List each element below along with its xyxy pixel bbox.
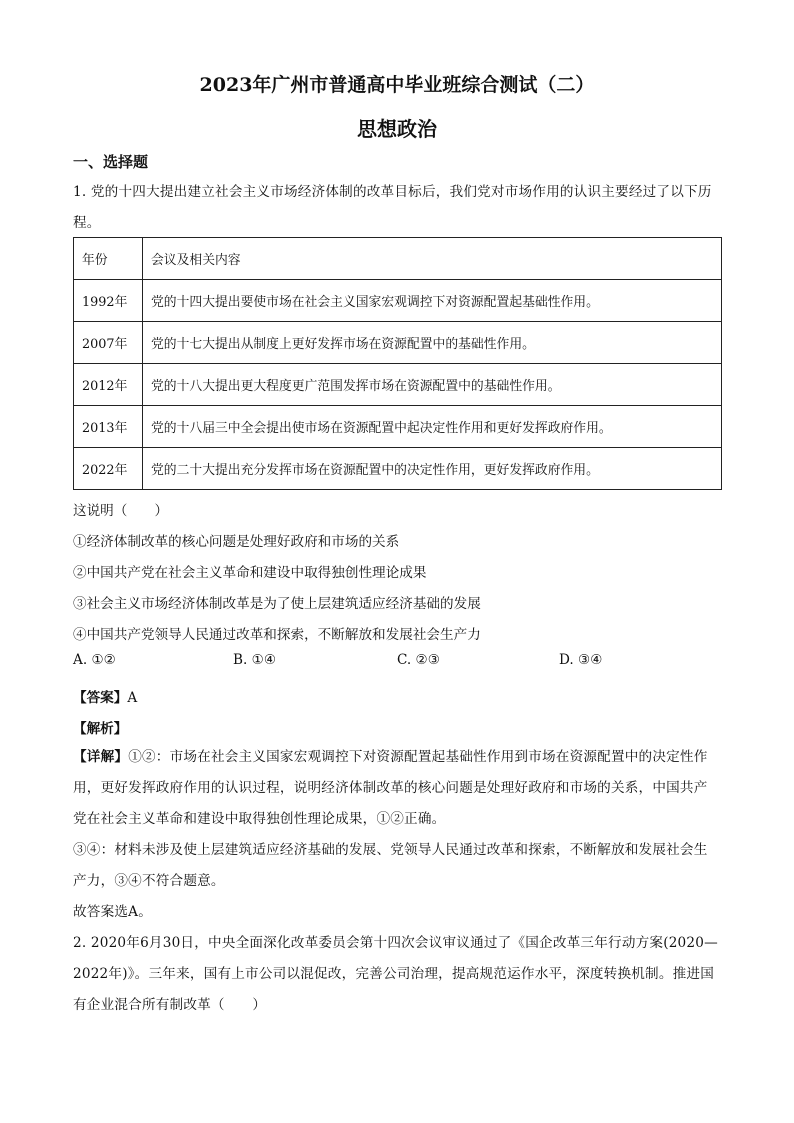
table-cell-year: 2012年 bbox=[74, 364, 143, 406]
table-cell-year: 2007年 bbox=[74, 322, 143, 364]
statement-3: ③社会主义市场经济体制改革是为了使上层建筑适应经济基础的发展 bbox=[73, 596, 481, 612]
stem-line: 程。 bbox=[73, 215, 101, 231]
table-row bbox=[74, 322, 722, 364]
analysis-label: 【解析】 bbox=[73, 721, 128, 737]
table-cell-year: 1992年 bbox=[74, 280, 143, 322]
detail-text: ①②：市场在社会主义国家宏观调控下对资源配置起基础性作用到市场在资源配置中的决定性作 bbox=[128, 749, 708, 765]
answer-label: 【答案】 bbox=[73, 690, 128, 706]
table-cell-content: 党的二十大提出充分发挥市场在资源配置中的决定性作用，更好发挥政府作用。 bbox=[143, 448, 722, 490]
statement-2: ②中国共产党在社会主义革命和建设中取得独创性理论成果 bbox=[73, 565, 427, 581]
exam-title: 2023年广州市普通高中毕业班综合测试（二） bbox=[199, 74, 595, 96]
detail-line bbox=[73, 742, 723, 773]
choice-b[interactable]: B. ①④ bbox=[233, 652, 277, 668]
table-header-content: 会议及相关内容 bbox=[143, 238, 722, 280]
subject-title: 思想政治 bbox=[357, 117, 437, 141]
stem-line: 2022年)》。三年来，国有上市公司以混促改，完善公司治理，提高规范运作水平，深度转换机制。推进国 bbox=[73, 966, 715, 982]
detail-line: 党在社会主义革命和建设中取得独创性理论成果，①②正确。 bbox=[73, 811, 446, 827]
table-cell-content: 党的十八届三中全会提出使市场在资源配置中起决定性作用和更好发挥政府作用。 bbox=[143, 406, 722, 448]
table-cell-content: 党的十八大提出更大程度更广范围发挥市场在资源配置中的基础性作用。 bbox=[143, 364, 722, 406]
question-prompt: 这说明（ ） bbox=[73, 503, 169, 519]
question-2-stem bbox=[73, 928, 723, 1021]
statement-4: ④中国共产党领导人民通过改革和探索，不断解放和发展社会生产力 bbox=[73, 627, 481, 643]
answer-line bbox=[73, 686, 137, 706]
stem-line: 1. 党的十四大提出建立社会主义市场经济体制的改革目标后，我们党对市场作用的认识主要经过了以下历 bbox=[73, 184, 712, 200]
table-row bbox=[74, 406, 722, 448]
detail-block bbox=[73, 742, 723, 928]
events-table bbox=[73, 237, 722, 490]
stem-line: 有企业混合所有制改革（ ） bbox=[73, 997, 267, 1013]
answer-value: A bbox=[127, 690, 138, 706]
table-cell-year: 2022年 bbox=[74, 448, 143, 490]
detail-label: 【详解】 bbox=[73, 749, 129, 765]
table-header-row bbox=[74, 238, 722, 280]
table-cell-year: 2013年 bbox=[74, 406, 143, 448]
section-heading: 一、选择题 bbox=[73, 153, 149, 171]
detail-line: 产力，③④不符合题意。 bbox=[73, 873, 225, 889]
detail-line: 用，更好发挥政府作用的认识过程，说明经济体制改革的核心问题是处理好政府和市场的关系，中国共产 bbox=[73, 780, 708, 796]
question-1-stem bbox=[73, 177, 723, 239]
table-header-year: 年份 bbox=[74, 238, 143, 280]
choice-c[interactable]: C. ②③ bbox=[397, 652, 440, 668]
choice-a[interactable]: A. ①② bbox=[73, 652, 116, 668]
stem-line: 2. 2020年6月30日，中央全面深化改革委员会第十四次会议审议通过了《国企改革三年行动方案(2020— bbox=[73, 935, 718, 951]
answer-choices bbox=[73, 652, 723, 674]
detail-line: ③④：材料未涉及使上层建筑适应经济基础的发展、党领导人民通过改革和探索，不断解放和发展社会生 bbox=[73, 842, 708, 858]
detail-line: 故答案选A。 bbox=[73, 904, 152, 920]
table-cell-content: 党的十四大提出要使市场在社会主义国家宏观调控下对资源配置起基础性作用。 bbox=[143, 280, 722, 322]
table-cell-content: 党的十七大提出从制度上更好发挥市场在资源配置中的基础性作用。 bbox=[143, 322, 722, 364]
statement-1: ①经济体制改革的核心问题是处理好政府和市场的关系 bbox=[73, 534, 400, 550]
choice-d[interactable]: D. ③④ bbox=[559, 652, 603, 668]
table-row bbox=[74, 364, 722, 406]
table-row bbox=[74, 448, 722, 490]
table-row bbox=[74, 280, 722, 322]
